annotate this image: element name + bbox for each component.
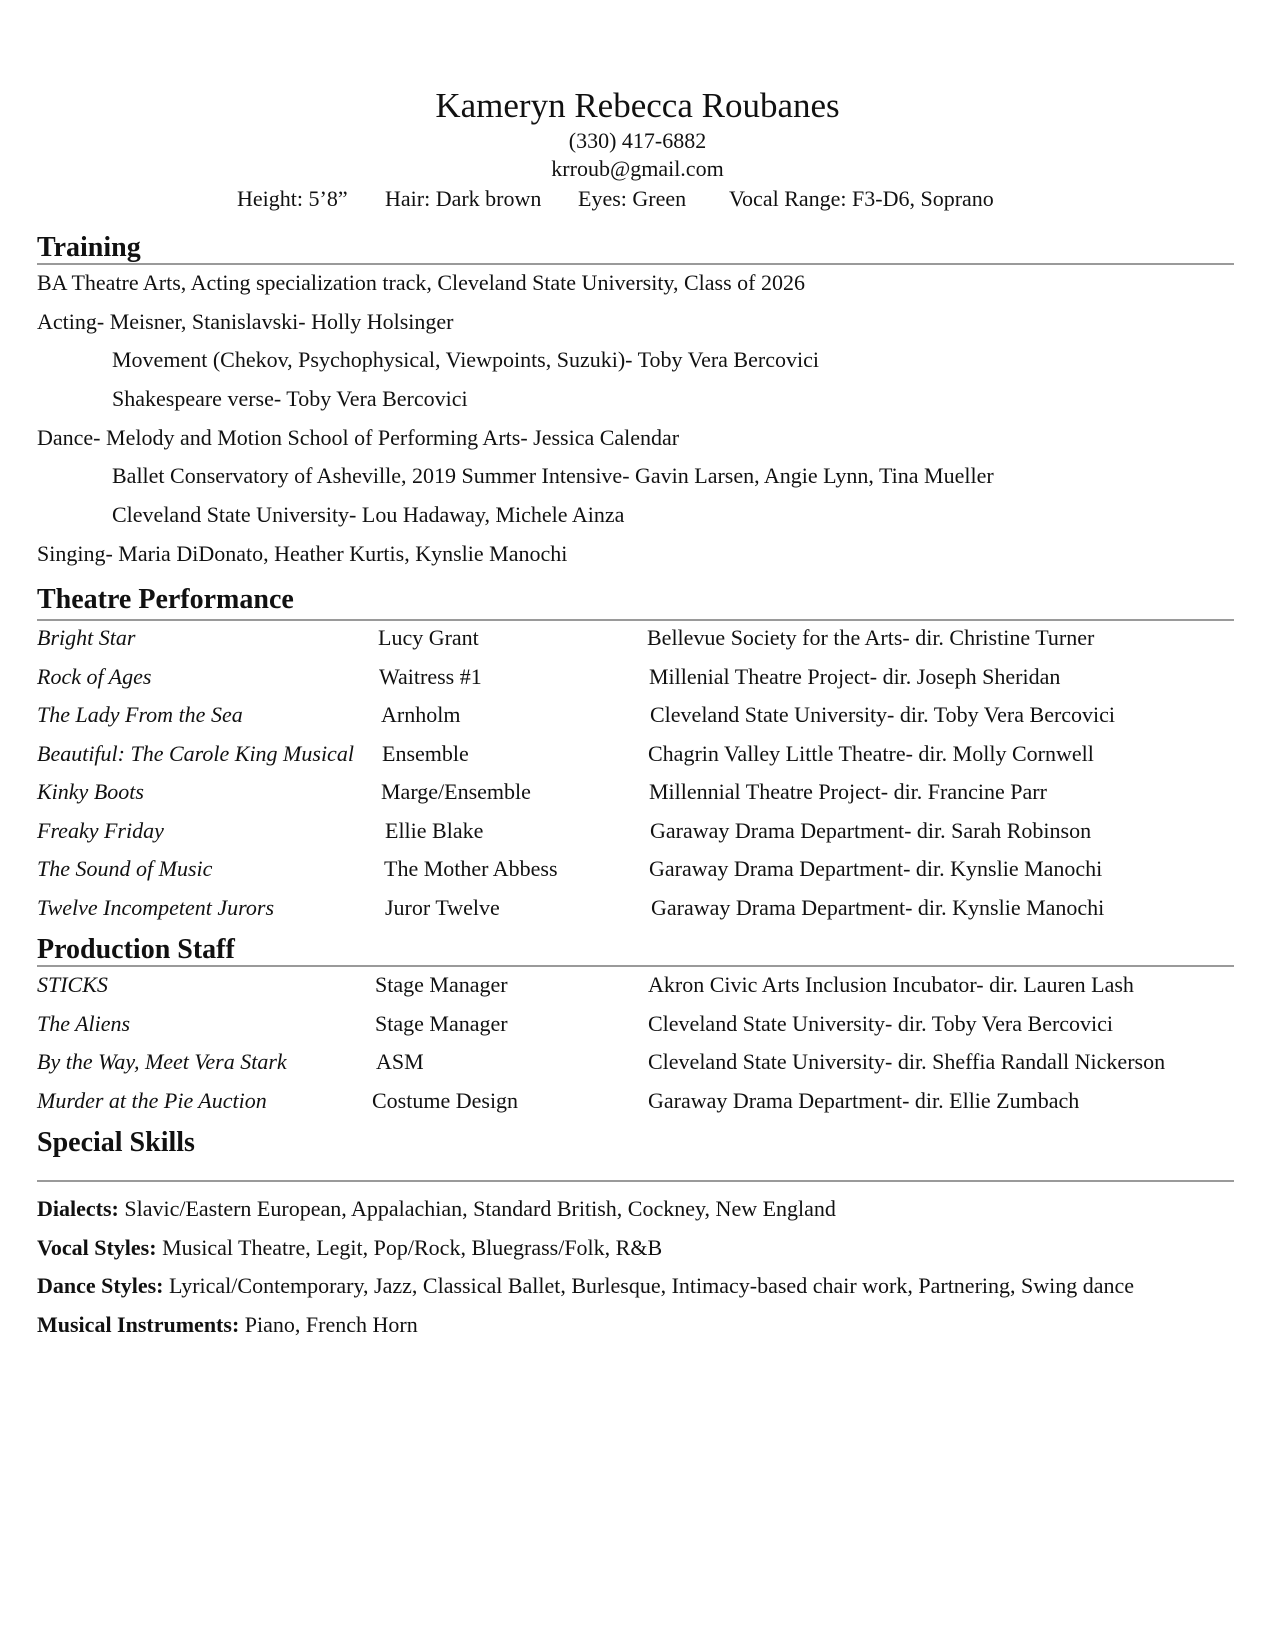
phone-number: (330) 417-6882 [568, 128, 707, 153]
venue-director: Garaway Drama Department- dir. Kynslie Manochi [649, 856, 1103, 881]
skill-label: Dialects: [37, 1196, 119, 1221]
show-title: The Sound of Music [37, 856, 213, 881]
credit-row [0, 624, 1275, 654]
venue-director: Bellevue Society for the Arts- dir. Christine Turner [647, 625, 1095, 650]
show-title: Bright Star [37, 625, 136, 650]
credit-row [0, 663, 1275, 693]
role: Ensemble [382, 741, 469, 766]
show-title: Twelve Incompetent Jurors [37, 895, 275, 920]
role: ASM [376, 1049, 424, 1074]
show-title: Rock of Ages [37, 664, 152, 689]
role: Marge/Ensemble [381, 779, 531, 804]
role: Waitress #1 [379, 664, 482, 689]
eyes-stat: Eyes: Green [578, 186, 687, 211]
venue-director: Cleveland State University- dir. Toby Vera Bercovici [648, 1011, 1114, 1036]
skill-value: Slavic/Eastern European, Appalachian, Standard British, Cockney, New England [118, 1196, 836, 1221]
credit-row [0, 701, 1275, 731]
training-line: Ballet Conservatory of Asheville, 2019 Summer Intensive- Gavin Larsen, Angie Lynn, Tina Mueller [112, 463, 994, 488]
venue-director: Cleveland State University- dir. Sheffia Randall Nickerson [648, 1049, 1166, 1074]
show-title: By the Way, Meet Vera Stark [37, 1049, 287, 1074]
role: Lucy Grant [378, 625, 479, 650]
hair-stat: Hair: Dark brown [385, 186, 542, 211]
role: Stage Manager [375, 972, 508, 997]
show-title: Freaky Friday [37, 818, 164, 843]
venue-director: Chagrin Valley Little Theatre- dir. Molly Cornwell [648, 741, 1094, 766]
venue-director: Garaway Drama Department- dir. Ellie Zumbach [648, 1088, 1080, 1113]
credit-row [0, 855, 1275, 885]
show-title: The Aliens [37, 1011, 131, 1036]
credit-row [0, 778, 1275, 808]
email-address: krroub@gmail.com [551, 156, 724, 181]
credit-row [0, 894, 1275, 924]
role: Ellie Blake [385, 818, 484, 843]
training-line: Shakespeare verse- Toby Vera Bercovici [112, 386, 468, 411]
role: Stage Manager [375, 1011, 508, 1036]
venue-director: Garaway Drama Department- dir. Sarah Robinson [650, 818, 1092, 843]
venue-director: Garaway Drama Department- dir. Kynslie Manochi [651, 895, 1105, 920]
role: Costume Design [372, 1088, 519, 1113]
credit-row [0, 1048, 1275, 1078]
venue-director: Akron Civic Arts Inclusion Incubator- dir. Lauren Lash [648, 972, 1134, 997]
credit-row [0, 971, 1275, 1001]
training-divider [37, 263, 1234, 265]
theatre-divider [37, 619, 1234, 621]
skill-line [37, 1272, 1134, 1300]
resume-header [0, 85, 1275, 183]
training-heading: Training [37, 232, 141, 263]
training-line: Dance- Melody and Motion School of Performing Arts- Jessica Calendar [37, 425, 680, 450]
skill-label: Dance Styles: [37, 1273, 164, 1298]
skills-heading: Special Skills [37, 1127, 195, 1158]
skill-value: Musical Theatre, Legit, Pop/Rock, Bluegrass/Folk, R&B [156, 1235, 663, 1260]
show-title: Kinky Boots [37, 779, 144, 804]
credit-row [0, 1087, 1275, 1117]
skill-line [37, 1311, 418, 1339]
skill-value: Lyrical/Contemporary, Jazz, Classical Ballet, Burlesque, Intimacy-based chair work, Partnering, Swing dance [163, 1273, 1135, 1298]
role: The Mother Abbess [384, 856, 558, 881]
height-stat: Height: 5’8” [237, 186, 348, 211]
skill-line [37, 1195, 836, 1223]
skill-line [37, 1234, 662, 1262]
skill-value: Piano, French Horn [239, 1312, 418, 1337]
role: Arnholm [381, 702, 461, 727]
production-heading: Production Staff [37, 934, 235, 965]
credit-row [0, 817, 1275, 847]
skills-divider [37, 1180, 1234, 1182]
role: Juror Twelve [385, 895, 500, 920]
training-line: Movement (Chekov, Psychophysical, Viewpoints, Suzuki)- Toby Vera Bercovici [112, 347, 819, 372]
training-line: Singing- Maria DiDonato, Heather Kurtis, Kynslie Manochi [37, 541, 568, 566]
show-title: The Lady From the Sea [37, 702, 243, 727]
training-line: BA Theatre Arts, Acting specialization track, Cleveland State University, Class of 2026 [37, 270, 806, 295]
show-title: STICKS [37, 972, 108, 997]
training-line: Acting- Meisner, Stanislavski- Holly Holsinger [37, 309, 454, 334]
credit-row [0, 1010, 1275, 1040]
venue-director: Millenial Theatre Project- dir. Joseph Sheridan [649, 664, 1061, 689]
candidate-name: Kameryn Rebecca Roubanes [435, 86, 840, 125]
show-title: Murder at the Pie Auction [37, 1088, 267, 1113]
skill-label: Musical Instruments: [37, 1312, 240, 1337]
credit-row [0, 740, 1275, 770]
venue-director: Millennial Theatre Project- dir. Francine Parr [649, 779, 1047, 804]
show-title: Beautiful: The Carole King Musical [37, 741, 354, 766]
theatre-heading: Theatre Performance [37, 584, 294, 615]
vocal-range-stat: Vocal Range: F3-D6, Soprano [729, 186, 994, 211]
training-line: Cleveland State University- Lou Hadaway, Michele Ainza [112, 502, 625, 527]
production-divider [37, 965, 1234, 967]
skill-label: Vocal Styles: [37, 1235, 157, 1260]
venue-director: Cleveland State University- dir. Toby Vera Bercovici [650, 702, 1116, 727]
